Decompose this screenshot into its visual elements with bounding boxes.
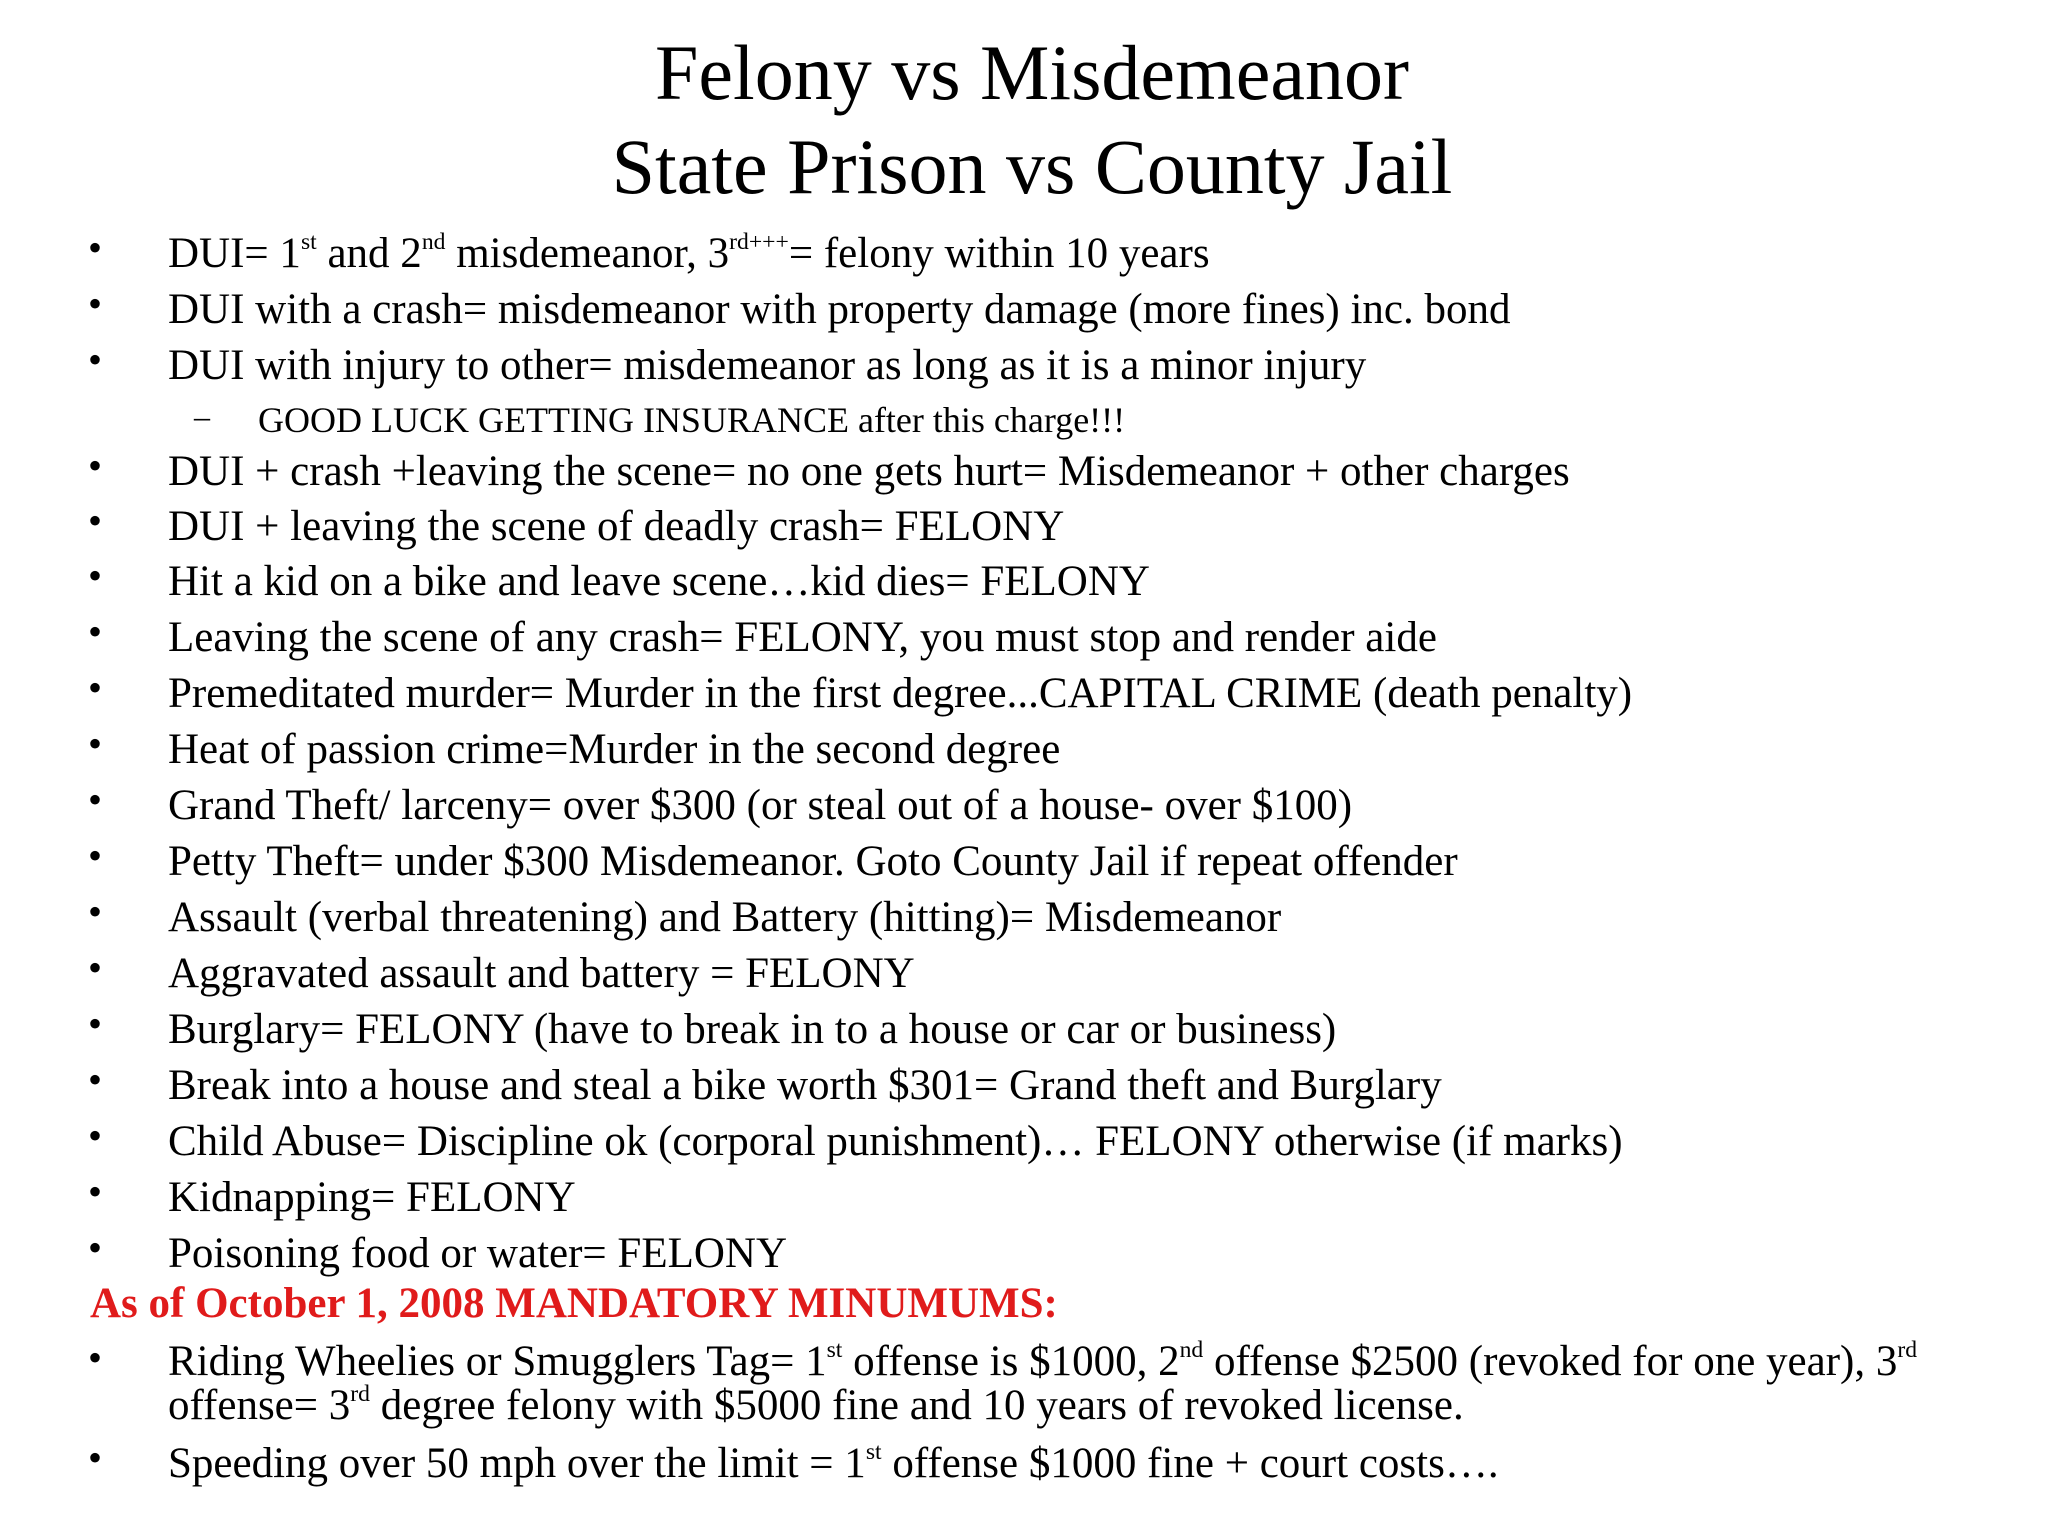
- item-text: Petty Theft= under $300 Misdemeanor. Goto County Jail if repeat offender: [168, 838, 1458, 885]
- item-text: DUI with injury to other= misdemeanor as long as it is a minor injury: [168, 342, 1367, 389]
- bullet-icon: •: [88, 337, 103, 382]
- bullet-icon: •: [88, 443, 103, 488]
- item-text: Burglary= FELONY (have to break in to a house or car or business): [168, 1006, 1337, 1053]
- bullet-icon: •: [88, 721, 103, 766]
- item-text: DUI + crash +leaving the scene= no one gets hurt= Misdemeanor + other charges: [168, 448, 1570, 495]
- bullet-icon: •: [88, 609, 103, 654]
- bullet-icon: •: [88, 945, 103, 990]
- item-text: Poisoning food or water= FELONY: [168, 1230, 788, 1277]
- item-text: GOOD LUCK GETTING INSURANCE after this charge!!!: [258, 400, 1126, 440]
- bullet-icon: •: [88, 498, 103, 543]
- bullet-icon: •: [88, 1113, 103, 1158]
- item-text: Hit a kid on a bike and leave scene…kid dies= FELONY: [168, 558, 1150, 605]
- bullet-icon: •: [88, 665, 103, 710]
- bullet-icon: •: [88, 1001, 103, 1046]
- item-text: DUI with a crash= misdemeanor with property damage (more fines) inc. bond: [168, 286, 1511, 333]
- slide-subtitle: State Prison vs County Jail: [611, 123, 1453, 210]
- item-text: Assault (verbal threatening) and Battery (hitting)= Misdemeanor: [168, 894, 1282, 941]
- bullet-icon: •: [88, 281, 103, 326]
- bullet-icon: •: [88, 1335, 103, 1380]
- item-text: Speeding over 50 mph over the limit = 1st offense $1000 fine + court costs….: [168, 1439, 1499, 1487]
- item-text: Premeditated murder= Murder in the first degree...CAPITAL CRIME (death penalty): [168, 670, 1633, 717]
- bullet-icon: •: [88, 1169, 103, 1214]
- item-text: DUI= 1st and 2nd misdemeanor, $3^{rd+++}=$ felony within 10 years: [168, 229, 1210, 277]
- item-text: Child Abuse= Discipline ok (corporal punishment)… FELONY otherwise (if marks): [168, 1118, 1623, 1165]
- bullet-icon: •: [88, 1057, 103, 1102]
- dash-icon: –: [194, 398, 210, 434]
- bullet-icon: •: [88, 889, 103, 934]
- bullet-icon: •: [88, 777, 103, 822]
- mandatory-heading: As of October 1, 2008 MANDATORY MINUMUMS:: [90, 1280, 1058, 1327]
- slide-title: Felony vs Misdemeanor: [655, 29, 1409, 116]
- item-text: DUI + leaving the scene of deadly crash= FELONY: [168, 503, 1065, 550]
- bullet-icon: •: [88, 1435, 103, 1480]
- item-text: Aggravated assault and battery = FELONY: [168, 950, 915, 997]
- item-text: Heat of passion crime=Murder in the second degree: [168, 726, 1061, 773]
- bullet-icon: •: [88, 1225, 103, 1270]
- bullet-icon: •: [88, 553, 103, 598]
- item-text: Break into a house and steal a bike worth $301= Grand theft and Burglary: [168, 1062, 1442, 1109]
- item-text: Kidnapping= FELONY: [168, 1174, 576, 1221]
- item-text: Leaving the scene of any crash= FELONY, you must stop and render aide: [168, 614, 1437, 661]
- bullet-icon: •: [88, 225, 103, 270]
- item-text: Grand Theft/ larceny= over $300 (or steal out of a house- over $100): [168, 782, 1353, 829]
- bullet-icon: •: [88, 833, 103, 878]
- item-text: Riding Wheelies or Smugglers Tag= 1st offense is $1000, 2nd offense $2500 (revoked for one year), 3rd offense= 3rd degree felony with $5000 fine and 10 years of revoked license.: [168, 1337, 1918, 1429]
